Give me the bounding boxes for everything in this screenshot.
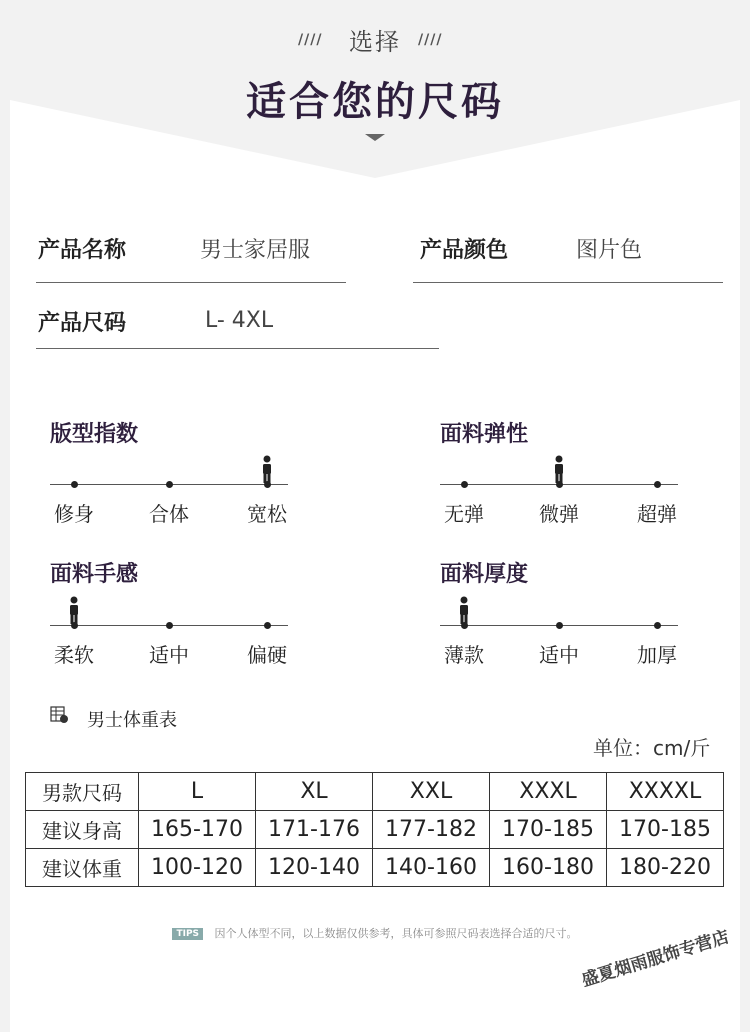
table-icon <box>50 706 70 724</box>
scale-tick-label: 加厚 <box>637 643 677 667</box>
scale-dot <box>166 481 173 488</box>
scale-dot <box>461 481 468 488</box>
fit-scale-title: 版型指数 <box>50 422 139 447</box>
table-row <box>26 849 724 887</box>
person-marker-icon <box>553 455 565 483</box>
table-cell: 建议身高 <box>26 811 139 849</box>
table-cell: 建议体重 <box>26 849 139 887</box>
scale-dot <box>556 622 563 629</box>
scale-dot <box>264 622 271 629</box>
product-color-label: 产品颜色 <box>420 238 509 263</box>
thickness-scale-title: 面料厚度 <box>440 562 529 587</box>
product-color-value: 图片色 <box>576 238 643 263</box>
table-header-row <box>26 773 724 811</box>
size-table <box>25 772 724 887</box>
product-size-value: L- 4XL <box>205 308 274 333</box>
right-dashes-icon: //// <box>418 32 443 48</box>
left-dashes-icon: //// <box>298 32 323 48</box>
tips-text: 因个人体型不同，以上数据仅供参考，具体可参照尺码表选择合适的尺寸。 <box>214 927 578 940</box>
elasticity-scale-title: 面料弹性 <box>440 422 529 447</box>
scale-tick-label: 适中 <box>539 643 579 667</box>
table-cell: XL <box>256 773 373 811</box>
table-cell: 男款尺码 <box>26 773 139 811</box>
scale-tick-label: 薄款 <box>444 643 484 667</box>
page-title: 适合您的尺码 <box>246 79 504 125</box>
scale-dot <box>654 622 661 629</box>
weight-table-label: 男士体重表 <box>87 710 177 731</box>
table-cell: 170-185 <box>607 811 724 849</box>
scale-tick-label: 无弹 <box>444 502 484 526</box>
tips-badge: TIPS <box>172 928 203 940</box>
table-cell: 165-170 <box>139 811 256 849</box>
scale-tick-label: 修身 <box>54 502 94 526</box>
header-subtitle: //// 选择 //// <box>298 28 443 56</box>
table-cell: 180-220 <box>607 849 724 887</box>
product-size-label: 产品尺码 <box>38 311 127 336</box>
scale-tick-label: 偏硬 <box>247 643 287 667</box>
product-name-value: 男士家居服 <box>200 238 311 263</box>
table-cell: XXL <box>373 773 490 811</box>
table-cell: XXXL <box>490 773 607 811</box>
table-cell: 120-140 <box>256 849 373 887</box>
person-marker-icon <box>458 596 470 624</box>
scale-tick-label: 超弹 <box>637 502 677 526</box>
scale-dot <box>71 481 78 488</box>
scale-tick-label: 适中 <box>149 643 189 667</box>
hand-feel-scale-title: 面料手感 <box>50 562 139 587</box>
scale-tick-label: 宽松 <box>247 502 287 526</box>
table-cell: 100-120 <box>139 849 256 887</box>
table-cell: 177-182 <box>373 811 490 849</box>
product-name-label: 产品名称 <box>38 238 127 263</box>
scale-dot <box>654 481 661 488</box>
shop-watermark: 盛夏烟雨服饰专营店 <box>579 927 732 991</box>
scale-tick-label: 微弹 <box>539 502 579 526</box>
scale-tick-label: 合体 <box>149 502 189 526</box>
table-cell: 170-185 <box>490 811 607 849</box>
person-marker-icon <box>261 455 273 483</box>
tips-note <box>0 925 750 941</box>
table-cell: 140-160 <box>373 849 490 887</box>
divider <box>36 282 346 283</box>
divider <box>36 348 439 349</box>
table-cell: 160-180 <box>490 849 607 887</box>
unit-label: 单位：cm/斤 <box>593 736 711 760</box>
table-cell: XXXXL <box>607 773 724 811</box>
table-cell: L <box>139 773 256 811</box>
table-cell: 171-176 <box>256 811 373 849</box>
person-marker-icon <box>68 596 80 624</box>
divider <box>413 282 723 283</box>
scale-tick-label: 柔软 <box>54 643 94 667</box>
table-row <box>26 811 724 849</box>
scale-dot <box>166 622 173 629</box>
